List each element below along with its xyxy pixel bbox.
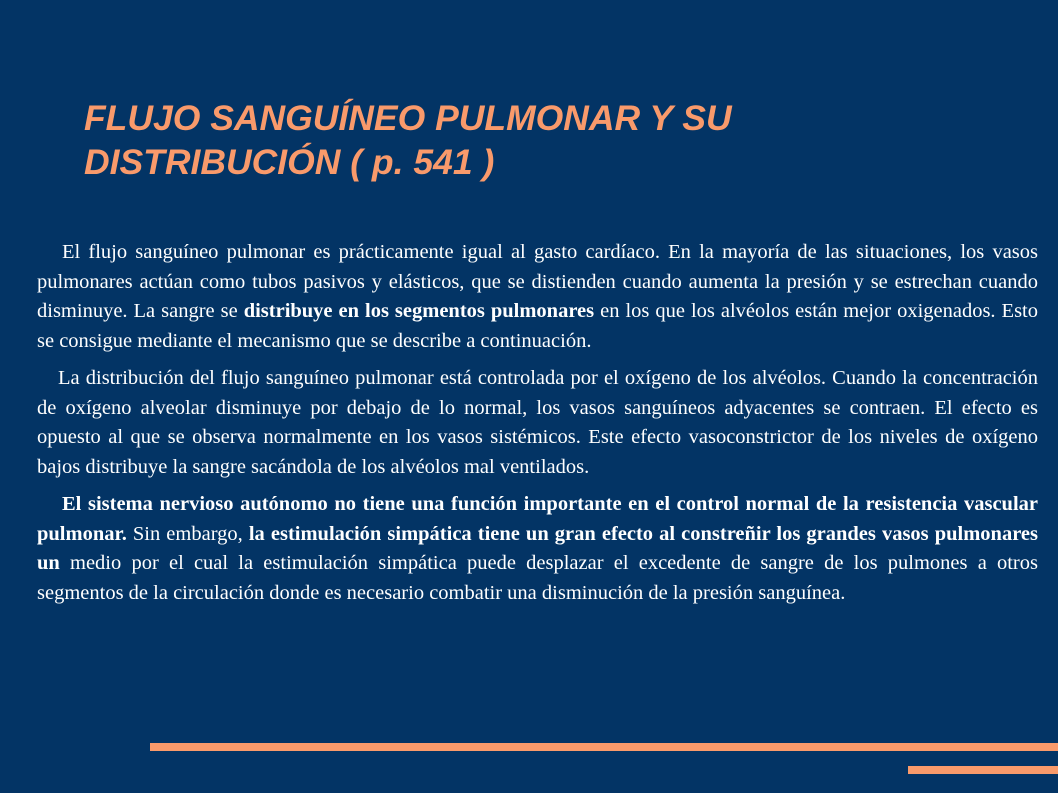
paragraph-3-bold-2: la estimulación simpática tiene un gran efecto al constreñir los grandes vasos pulmonares un <box>37 522 1038 574</box>
paragraph-2-text-1: La distribución del flujo sanguíneo pulmonar está controlada por el oxígeno de los alvéolos. Cuando la concentración de oxígeno alveolar disminuye por debajo de lo normal, los vasos sanguíneos adyacentes se contraen. El efecto es opuesto al que se observa normalmente en los vasos sistémicos. Este efecto vasoconstrictor de los niveles de oxígeno bajos distribuye la sangre sacándola de los alvéolos mal ventilados. <box>37 367 1038 478</box>
slide-body <box>37 238 1038 616</box>
slide-title <box>84 96 984 184</box>
accent-bar-bottom <box>908 766 1058 774</box>
paragraph-1-text-2: en los que los alvéolos están mejor oxigenados. Esto se consigue mediante el mecanismo que se describe a continuación. <box>37 300 1038 352</box>
paragraph-3-text-2: medio por el cual la estimulación simpática puede desplazar el excedente de sangre de los pulmones a otros segmentos de la circulación donde es necesario combatir una disminución de la presión sanguínea. <box>37 552 1038 604</box>
paragraph-1-bold-1: distribuye en los segmentos pulmonares <box>243 300 595 322</box>
paragraph-3 <box>37 490 1038 608</box>
paragraph-3-text-1: Sin embargo, <box>126 522 249 545</box>
paragraph-3-bold-1: El sistema nervioso autónomo no tiene una función importante en el control normal de la resistencia vascular pulmonar. <box>37 493 1038 545</box>
paragraph-1 <box>37 238 1038 356</box>
accent-bar-top <box>150 743 1058 751</box>
slide-title-line-2: DISTRIBUCIÓN ( p. 541 ) <box>84 142 495 182</box>
paragraph-1-text-1: El flujo sanguíneo pulmonar es prácticamente igual al gasto cardíaco. En la mayoría de las situaciones, los vasos pulmonares actúan como tubos pasivos y elásticos, que se distienden cuando aumenta la presión y se estrechan cuando disminuye. La sangre se <box>37 241 1038 322</box>
slide-title-line-1: FLUJO SANGUÍNEO PULMONAR Y SU <box>84 98 732 138</box>
paragraph-2 <box>37 364 1038 482</box>
